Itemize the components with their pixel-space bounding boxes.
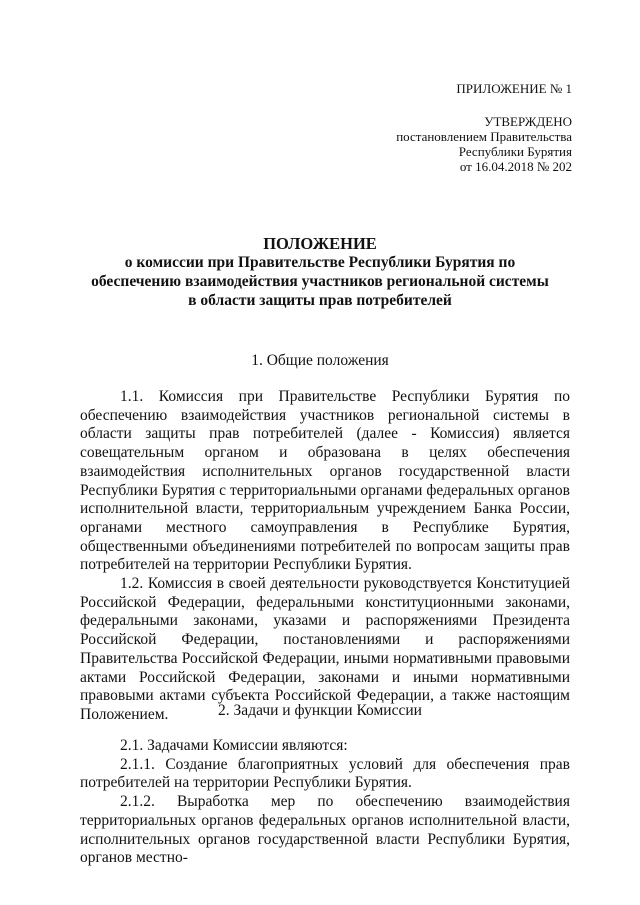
title-sub-2: обеспечению взаимодействия участников региональной системы	[91, 273, 549, 290]
approval-line-3: от 16.04.2018 № 202	[459, 159, 572, 174]
document-title	[0, 234, 640, 310]
section-1-heading: 1. Общие положения	[251, 352, 389, 369]
approved-label: УТВЕРЖДЕНО	[484, 114, 572, 129]
paragraph-1-2: 1.2. Комиссия в своей деятельности руководствуется Конституцией Российской Федерации, федеральными конституционными законами, федеральными законами, указами и распоряжениями Президента Российской Федерации, постановлениями и распоряжениями Правительства Российской Федерации, иными нормативными правовыми актами Российской Федерации, законами и иными нормативными правовыми актами субъекта Российской Федерации, а также настоящим Положением.	[80, 575, 570, 723]
section-1-body	[80, 388, 570, 725]
title-sub-1: о комиссии при Правительстве Республики Бурятия по	[124, 254, 516, 271]
section-2-body	[80, 737, 570, 868]
approval-block	[396, 81, 572, 174]
approval-line-1: постановлением Правительства	[396, 129, 572, 144]
appendix-label: ПРИЛОЖЕНИЕ № 1	[456, 81, 572, 96]
paragraph-2-1-1: 2.1.1. Создание благоприятных условий для обеспечения прав потребителей на территории Республики Бурятия.	[80, 755, 570, 792]
paragraph-1-1: 1.1. Комиссия при Правительстве Республики Бурятия по обеспечению взаимодействия участников региональной системы в области защиты прав потребителей (далее - Комиссия) является совещательным органом и образована в целях обеспечения взаимодействия исполнительных органов государственной власти Республики Бурятия с территориальными органами федеральных органов исполнительной власти, территориальным учреждением Банка России, органами местного самоуправления в Республике Бурятия, общественными объединениями потребителей по вопросам защиты прав потребителей на территории Республики Бурятия.	[80, 388, 570, 574]
title-sub-3: в области защиты прав потребителей	[188, 292, 452, 309]
section-2-heading: 2. Задачи и функции Комиссии	[218, 702, 422, 719]
paragraph-2-1: 2.1. Задачами Комиссии являются:	[120, 737, 348, 754]
title-main: ПОЛОЖЕНИЕ	[263, 234, 377, 253]
paragraph-2-1-2: 2.1.2. Выработка мер по обеспечению взаимодействия территориальных органов федеральных органов исполнительной власти, исполнительных органов государственной власти Республики Бурятия, органов местно-	[80, 793, 570, 867]
approval-line-2: Республики Бурятия	[458, 144, 572, 159]
